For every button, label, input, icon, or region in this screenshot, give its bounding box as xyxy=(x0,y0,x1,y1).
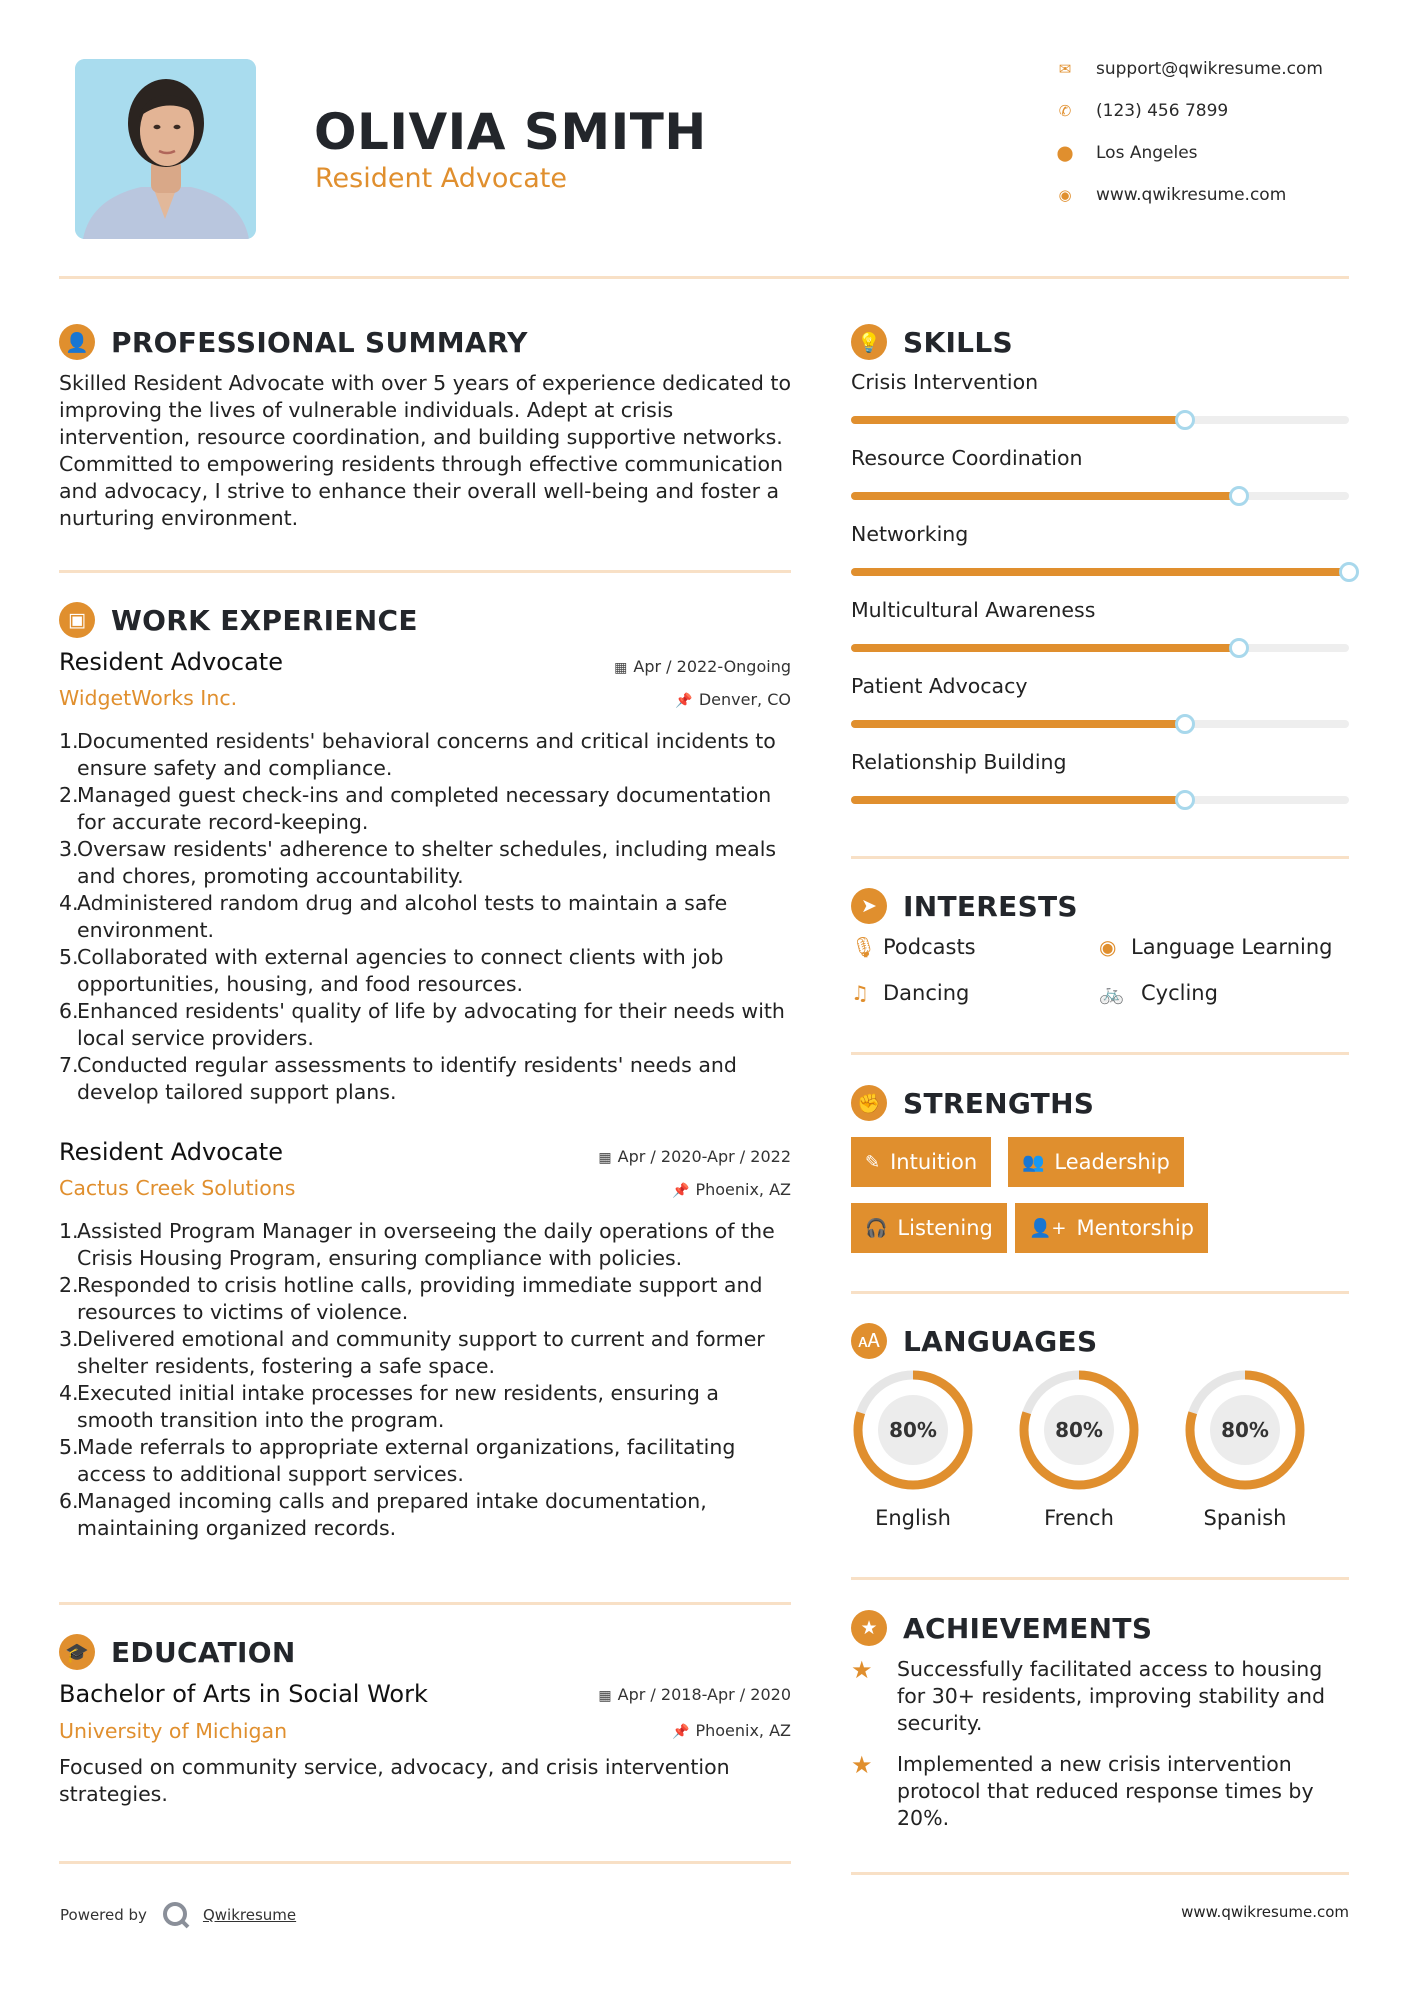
skill-name: Relationship Building xyxy=(851,750,1067,774)
education-degree: Bachelor of Arts in Social Work xyxy=(59,1680,428,1708)
language-percent-label: 80% xyxy=(1221,1418,1269,1442)
globe-icon: ◉ xyxy=(1099,935,1117,959)
headphones-icon: 🎧 xyxy=(865,1217,888,1239)
skill-level-handle xyxy=(1229,486,1249,506)
language-gauge xyxy=(1017,1368,1141,1492)
summary-text: Skilled Resident Advocate with over 5 years of experience dedicated to improving the lives of vulnerable individuals. Adept at crisis intervention, resource coordination, and building supportive networks. Committed to empowering residents through effective communication and advocacy, I strive to enhance their overall well-being and foster a nurturing environment. xyxy=(59,371,792,530)
lightbulb-icon: 💡 xyxy=(851,324,887,360)
list-item: 6. Managed incoming calls and prepared intake documentation, maintaining organized records. xyxy=(59,1489,707,1540)
profile-photo xyxy=(75,59,256,239)
interests-divider xyxy=(851,1052,1349,1055)
skill-level-fill xyxy=(851,416,1185,424)
qwikresume-link[interactable]: Qwikresume xyxy=(202,1906,297,1924)
map-pin-icon: ⬤ xyxy=(1056,144,1074,162)
language-item xyxy=(1017,1368,1141,1530)
skills-divider xyxy=(851,856,1349,859)
envelope-icon: ✉ xyxy=(1058,60,1072,78)
contact-phone[interactable] xyxy=(1055,99,1228,123)
skill-level-track xyxy=(851,644,1349,652)
job-2-dates: ▦ Apr / 2020-Apr / 2022 xyxy=(598,1147,791,1166)
music-note-icon: ♫ xyxy=(851,981,869,1005)
languages-divider xyxy=(851,1577,1349,1580)
user-icon: 👤 xyxy=(59,324,95,360)
job-2-duties xyxy=(59,1218,799,1542)
skill-level-track xyxy=(851,568,1349,576)
list-item: 2. Managed guest check-ins and completed necessary documentation for accurate record-keeping. xyxy=(59,783,772,834)
achievement-1: ★ Successfully facilitated access to housing for 30+ residents, improving stability and security. xyxy=(851,1656,1325,1735)
contact-website[interactable] xyxy=(1055,183,1286,207)
strength-intuition: ✎ Intuition xyxy=(851,1137,991,1187)
list-item: 7. Conducted regular assessments to identify residents' needs and develop tailored support plans. xyxy=(59,1053,737,1104)
education-heading: 🎓 EDUCATION xyxy=(59,1632,296,1672)
job-1-duties xyxy=(59,728,799,1106)
languages-heading: 🗚 LANGUAGES xyxy=(851,1321,1097,1361)
skill-row xyxy=(851,446,1349,506)
skill-name: Crisis Intervention xyxy=(851,370,1039,394)
experience-heading: ▣ WORK EXPERIENCE xyxy=(59,600,418,640)
skill-level-handle xyxy=(1339,562,1359,582)
list-item: 4. Administered random drug and alcohol tests to maintain a safe environment. xyxy=(59,891,728,942)
list-item: 1. Assisted Program Manager in overseeing the daily operations of the Crisis Housing Program, ensuring compliance with policies. xyxy=(59,1219,775,1270)
strength-mentorship: 👤+ Mentorship xyxy=(1015,1203,1208,1253)
language-name: English xyxy=(875,1506,951,1530)
education-location: 📌 Phoenix, AZ xyxy=(672,1721,791,1740)
language-name: French xyxy=(1044,1506,1114,1530)
skill-row xyxy=(851,674,1349,734)
list-item: 5. Made referrals to appropriate external organizations, facilitating access to additional support services. xyxy=(59,1435,736,1486)
users-icon: 👥 xyxy=(1022,1151,1045,1173)
interest-dancing: ♫ Dancing xyxy=(851,981,970,1005)
calendar-icon: ▦ xyxy=(598,1688,612,1704)
job-2-location: 📌 Phoenix, AZ xyxy=(672,1180,791,1199)
language-item xyxy=(851,1368,975,1530)
skills-list xyxy=(851,370,1349,820)
skills-heading: 💡 SKILLS xyxy=(851,322,1013,362)
skill-level-track xyxy=(851,492,1349,500)
summary-heading: 👤 PROFESSIONAL SUMMARY xyxy=(59,322,528,362)
skill-name: Patient Advocacy xyxy=(851,674,1028,698)
skill-level-track xyxy=(851,720,1349,728)
skill-level-handle xyxy=(1229,638,1249,658)
language-item xyxy=(1183,1368,1307,1530)
skill-row xyxy=(851,522,1349,582)
language-name: Spanish xyxy=(1203,1506,1287,1530)
paper-plane-icon: ➤ xyxy=(851,888,887,924)
list-item: 6. Enhanced residents' quality of life by advocating for their needs with local service providers. xyxy=(59,999,785,1050)
job-1-location: 📌 Denver, CO xyxy=(675,690,791,709)
interest-language-learning: ◉ Language Learning xyxy=(1099,935,1333,959)
list-item: 2. Responded to crisis hotline calls, providing immediate support and resources to victims of violence. xyxy=(59,1273,763,1324)
skill-row xyxy=(851,750,1349,810)
skill-level-track xyxy=(851,416,1349,424)
job-1-title: Resident Advocate xyxy=(59,648,283,676)
header-divider xyxy=(59,276,1349,279)
list-item: 4. Executed initial intake processes for new residents, ensuring a smooth transition into the program. xyxy=(59,1381,719,1432)
footer-website[interactable]: www.qwikresume.com xyxy=(1181,1903,1349,1921)
contact-website-text: www.qwikresume.com xyxy=(1096,185,1287,205)
contact-email[interactable] xyxy=(1055,57,1323,81)
contact-phone-text: (123) 456 7899 xyxy=(1096,101,1229,121)
skill-level-handle xyxy=(1175,714,1195,734)
language-percent-label: 80% xyxy=(889,1418,937,1442)
achievements-heading: ★ ACHIEVEMENTS xyxy=(851,1608,1152,1648)
skill-row xyxy=(851,370,1349,430)
skill-level-fill xyxy=(851,720,1185,728)
contact-location xyxy=(1055,141,1198,165)
languages-list xyxy=(851,1368,1349,1538)
bicycle-icon: 🚲 xyxy=(1099,981,1124,1005)
user-plus-icon: 👤+ xyxy=(1029,1217,1067,1239)
skill-level-handle xyxy=(1175,410,1195,430)
phone-icon: ✆ xyxy=(1058,102,1072,120)
achievement-2: ★ Implemented a new crisis intervention protocol that reduced response times by 20%. xyxy=(851,1751,1314,1830)
list-item: 5. Collaborated with external agencies to connect clients with job opportunities, housing, and food resources. xyxy=(59,945,724,996)
pin-icon: 📌 xyxy=(672,1183,690,1199)
language-percent-label: 80% xyxy=(1055,1418,1103,1442)
skill-level-fill xyxy=(851,644,1239,652)
education-divider xyxy=(59,1861,791,1864)
skill-level-fill xyxy=(851,796,1185,804)
strengths-divider xyxy=(851,1291,1349,1294)
skill-level-handle xyxy=(1175,790,1195,810)
contact-email-text: support@qwikresume.com xyxy=(1096,59,1323,79)
pin-icon: 📌 xyxy=(672,1724,690,1740)
globe-icon: ◉ xyxy=(1058,186,1072,204)
list-item: 1. Documented residents' behavioral concerns and critical incidents to ensure safety and compliance. xyxy=(59,729,776,780)
job-2-company: Cactus Creek Solutions xyxy=(59,1176,296,1200)
footer-powered-by: Powered by Qwikresume xyxy=(60,1900,296,1930)
pin-icon: 📌 xyxy=(675,693,693,709)
education-description: Focused on community service, advocacy, and crisis intervention strategies. xyxy=(59,1755,730,1806)
strength-listening: 🎧 Listening xyxy=(851,1203,1007,1253)
calendar-icon: ▦ xyxy=(614,660,628,676)
skill-level-fill xyxy=(851,492,1239,500)
skill-name: Multicultural Awareness xyxy=(851,598,1096,622)
star-badge-icon: ★ xyxy=(851,1610,887,1646)
strengths-heading: ✊ STRENGTHS xyxy=(851,1083,1094,1123)
list-item: 3. Oversaw residents' adherence to shelter schedules, including meals and chores, promoting accountability. xyxy=(59,837,777,888)
star-icon: ★ xyxy=(851,1656,873,1684)
skill-name: Networking xyxy=(851,522,969,546)
fist-icon: ✊ xyxy=(851,1085,887,1121)
graduation-cap-icon: 🎓 xyxy=(59,1634,95,1670)
magic-wand-icon: ✎ xyxy=(865,1151,881,1173)
language-gauge xyxy=(851,1368,975,1492)
skill-level-fill xyxy=(851,568,1349,576)
star-icon: ★ xyxy=(851,1751,873,1779)
interest-podcasts: 🎙 Podcasts xyxy=(851,935,976,959)
candidate-name: OLIVIA SMITH xyxy=(314,103,707,161)
skill-level-track xyxy=(851,796,1349,804)
contact-location-text: Los Angeles xyxy=(1096,143,1198,163)
education-dates: ▦ Apr / 2018-Apr / 2020 xyxy=(598,1685,791,1704)
job-1-company: WidgetWorks Inc. xyxy=(59,686,238,710)
microphone-icon: 🎙 xyxy=(851,935,877,959)
briefcase-icon: ▣ xyxy=(59,602,95,638)
language-card-icon: 🗚 xyxy=(851,1323,887,1359)
candidate-role: Resident Advocate xyxy=(315,163,567,194)
summary-divider xyxy=(59,570,791,573)
qwikresume-logo-icon xyxy=(161,1900,191,1930)
job-1-dates: ▦ Apr / 2022-Ongoing xyxy=(614,657,791,676)
interest-cycling: 🚲 Cycling xyxy=(1099,981,1218,1005)
job-2-title: Resident Advocate xyxy=(59,1138,283,1166)
education-school: University of Michigan xyxy=(59,1719,288,1743)
achievements-divider xyxy=(851,1872,1349,1875)
skill-row xyxy=(851,598,1349,658)
calendar-icon: ▦ xyxy=(598,1150,612,1166)
experience-divider xyxy=(59,1602,791,1605)
skill-name: Resource Coordination xyxy=(851,446,1083,470)
strength-leadership: 👥 Leadership xyxy=(1008,1137,1184,1187)
language-gauge xyxy=(1183,1368,1307,1492)
list-item: 3. Delivered emotional and community support to current and former shelter residents, fostering a safe space. xyxy=(59,1327,765,1378)
interests-heading: ➤ INTERESTS xyxy=(851,886,1078,926)
